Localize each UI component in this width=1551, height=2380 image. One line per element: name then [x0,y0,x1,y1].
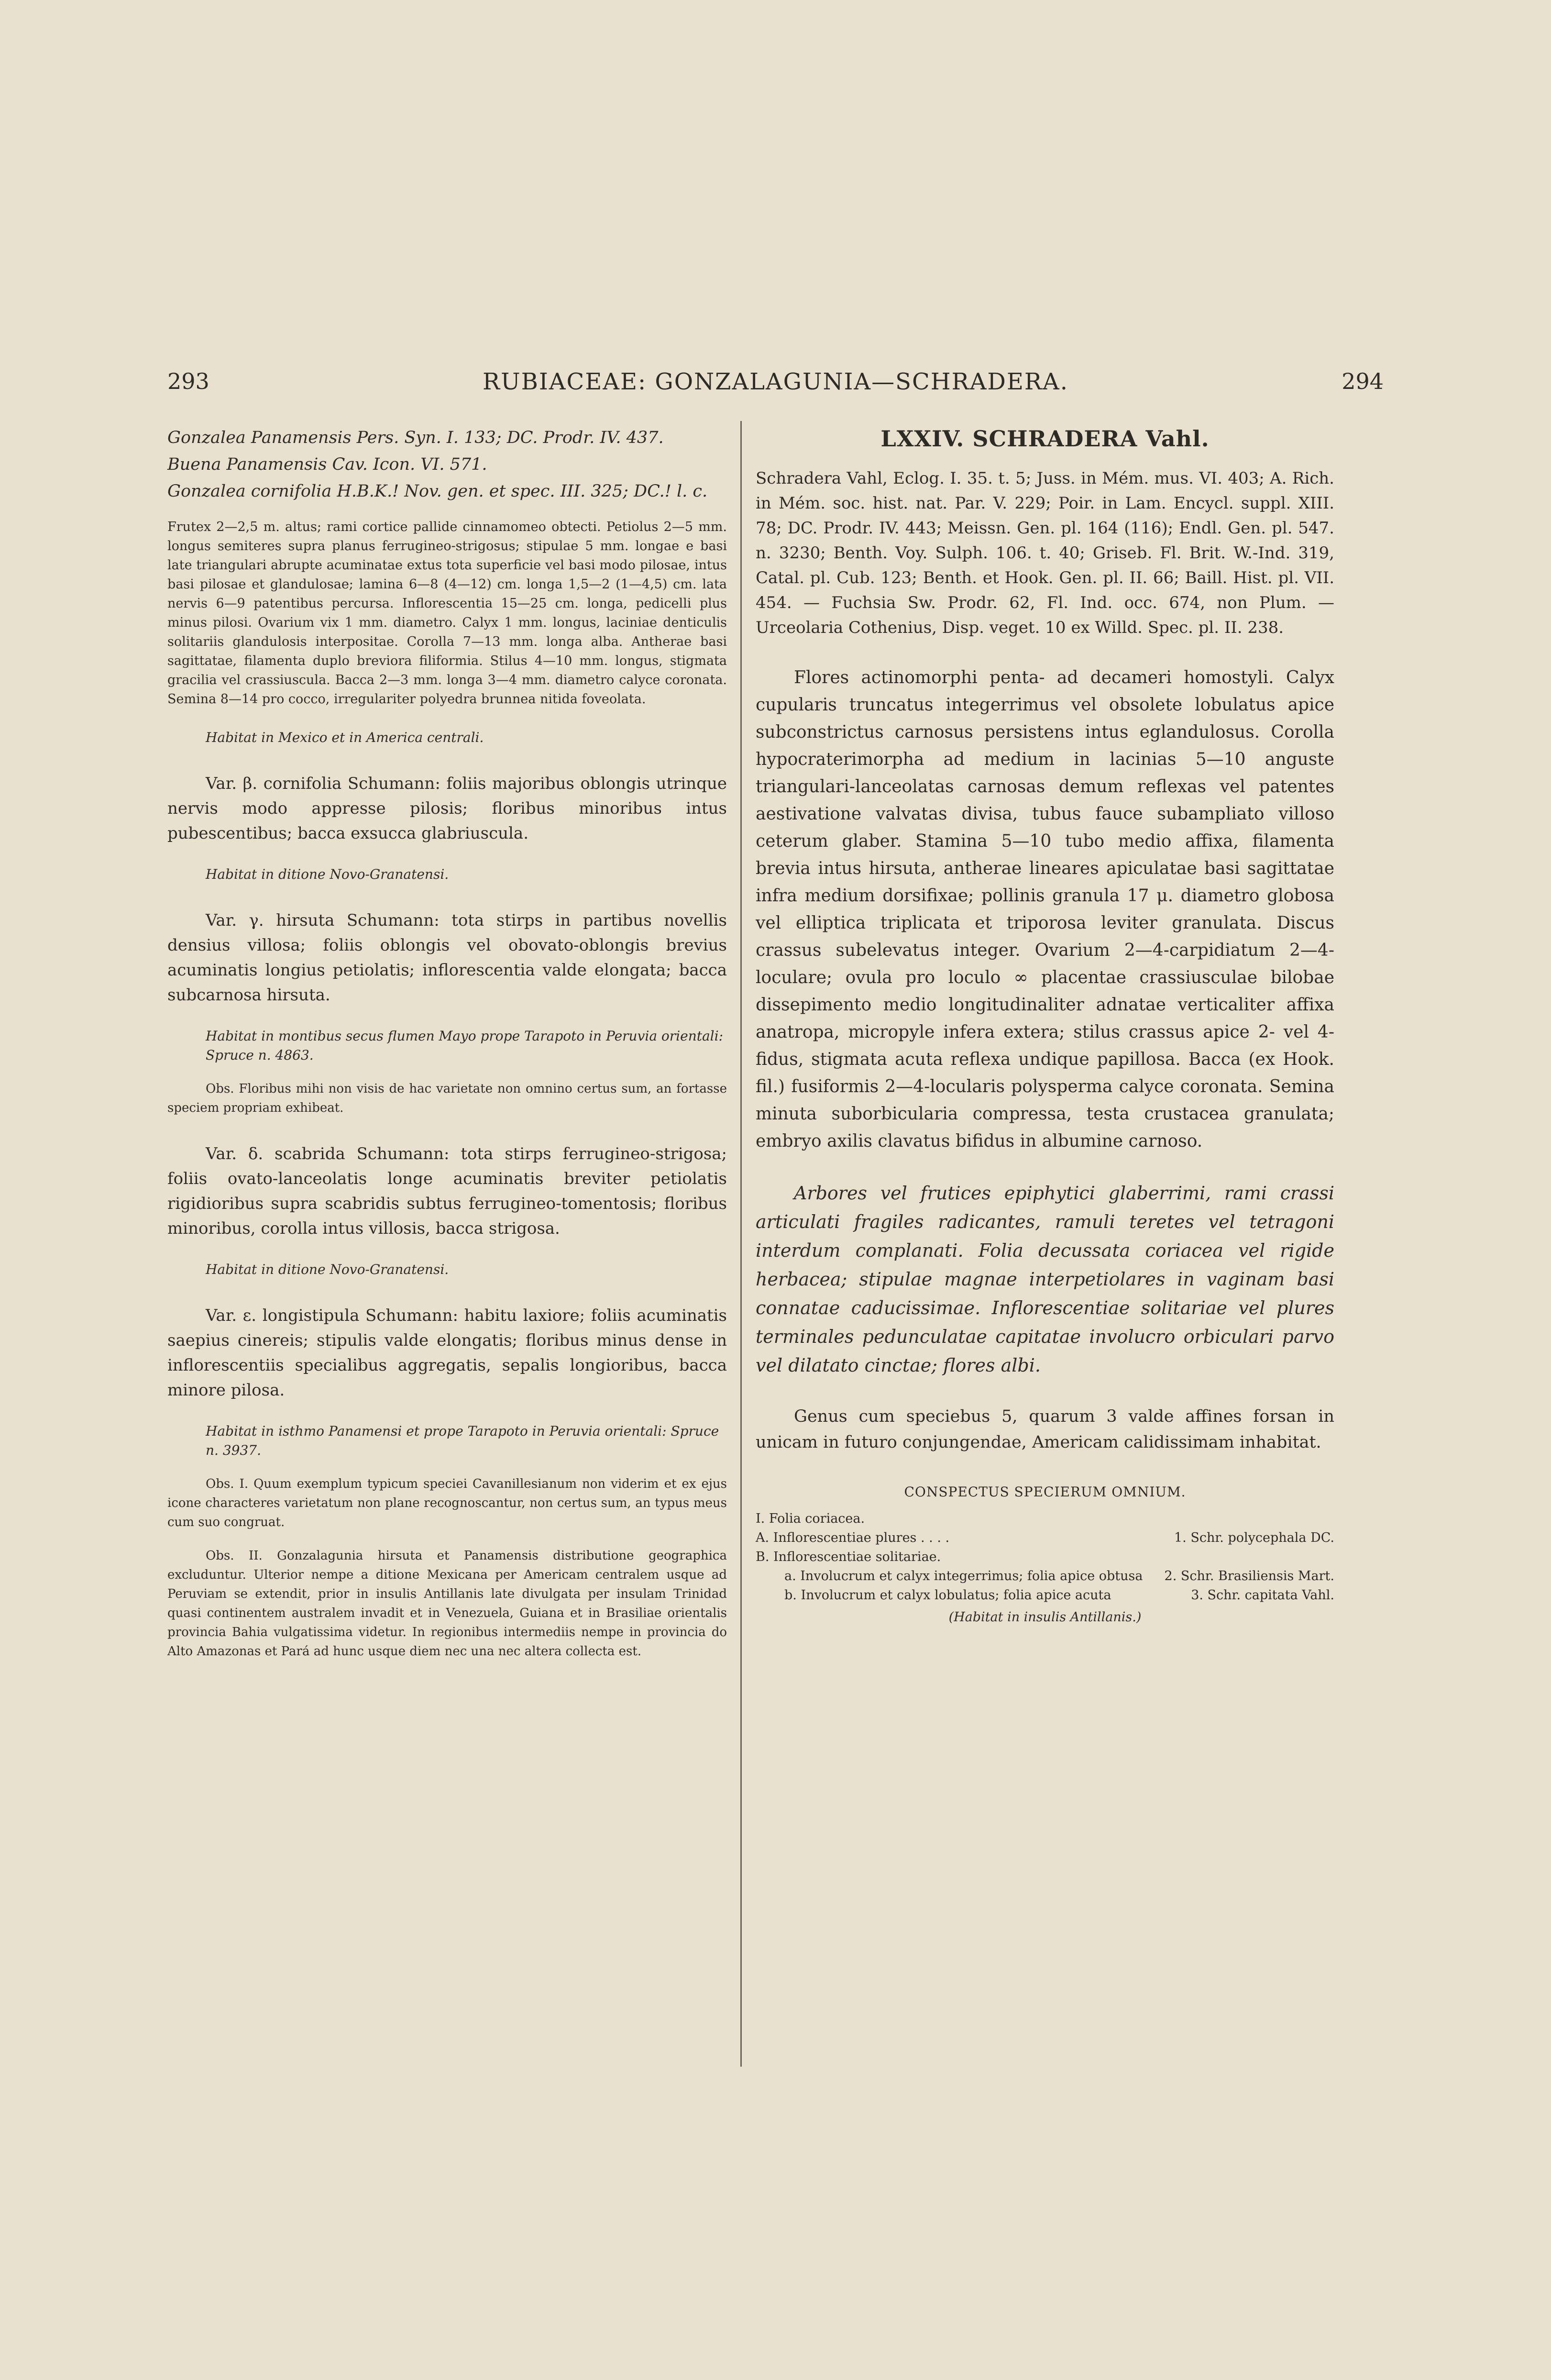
species-description: Frutex 2—2,5 m. altus; rami cortice pallide cinnamomeo obtecti. Petiolus 2—5 mm. longus semiteres supra planus ferrugineo-strigosus; stipulae 5 mm. longae e basi late triangulari abrupte acuminatae extus tota superficie vel basi modo pilosae, intus basi pilosae et glandulosae; lamina 6—8 (4—12) cm. longa 1,5—2 (1—4,5) cm. lata nervis 6—9 patentibus percursa. Inflorescentia 15—25 cm. longa, pedicelli plus minus pilosi. Ovarium vix 1 mm. diametro. Calyx 1 mm. longus, laciniae denticulis solitariis glandulosis interpositae. Corolla 7—13 mm. longa alba. Antherae basi sagittatae, filamenta duplo breviora filiformia. Stilus 4—10 mm. longus, stigmata gracilia vel crassiuscula. Bacca 2—3 mm. longa 3—4 mm. diametro calyce coronata. Semina 8—14 pro cocco, irregulariter polyedra brunnea nitida foveolata. [167,520,727,707]
habitat-note: Habitat in ditione Novo-Granatensi. [206,866,449,882]
left-column [167,426,727,1661]
genus-heading: LXXIV. SCHRADERA Vahl. [880,426,1210,452]
key-species: 2. Schr. Brasiliensis Mart. [1164,1569,1334,1583]
synonym-line: Gonzalea Panamensis Pers. Syn. I. 133; DC. Prodr. IV. 437. [167,428,664,447]
synonym-line: Buena Panamensis Cav. Icon. VI. 571. [167,455,487,474]
page-header [167,368,1384,407]
right-column [756,426,1334,1627]
variety-beta: Var. β. cornifolia Schumann: foliis majoribus oblongis utrinque nervis modo appresse pilosis; floribus minoribus intus pubescentibus; bacca exsucca glabriuscula. [167,774,727,843]
page-number-left: 293 [167,368,209,394]
observation-note: Obs. II. Gonzalagunia hirsuta et Panamensis distributione geographica excluduntur. Ulterior nempe a ditione Mexicana per Americam centralem usque ad Peruviam se extendit, prior in insulis Antillanis late divulgata per insulam Trinidad quasi continentem australem invadit et in Venezuela, Guiana et in Brasiliae orientalis provincia Bahia vulgatissima videtur. In regionibus intermediis nempe in provincia do Alto Amazonas et Pará ad hunc usque diem nec una nec altera collecta est. [167,1549,727,1659]
genus-note: Genus cum speciebus 5, quarum 3 valde affines forsan in unicam in futuro conjungendae, Americam calidissimam inhabitat. [756,1407,1334,1452]
observation-note: Obs. Floribus mihi non visis de hac varietate non omnino certus sum, an fortasse speciem propriam exhibeat. [167,1082,727,1115]
variety-gamma: Var. γ. hirsuta Schumann: tota stirps in partibus novellis densius villosa; foliis oblongis vel obovato-oblongis brevius acuminatis longius petiolatis; inflorescentia valde elongata; bacca subcarnosa hirsuta. [167,911,727,1005]
variety-delta: Var. δ. scabrida Schumann: tota stirps ferrugineo-strigosa; foliis ovato-lanceolatis longe acuminatis breviter petiolatis rigidioribus supra scabridis subtus ferrugineo-tomentosis; floribus minoribus, corolla intus villosis, bacca strigosa. [167,1144,727,1238]
page-number-right: 294 [1342,368,1384,394]
key-line [756,1528,1334,1548]
variety-epsilon: Var. ε. longistipula Schumann: habitu laxiore; foliis acuminatis saepius cinereis; stipulis valde elongatis; floribus minus dense in inflorescentiis specialibus aggregatis, sepalis longioribus, bacca minore pilosa. [167,1306,727,1400]
habitat-note: Habitat in montibus secus flumen Mayo prope Tarapoto in Peruvia orientali: Spruce n. 4863. [206,1028,724,1063]
key-habitat: (Habitat in insulis Antillanis.) [948,1610,1142,1625]
key-species: 1. Schr. polycephala DC. [1174,1530,1334,1545]
conspectus-title: CONSPECTUS SPECIERUM OMNIUM. [904,1484,1186,1500]
genus-habit: Arbores vel frutices epiphytici glaberrimi, rami crassi articulati fragiles radicantes, ramuli teretes vel tetragoni interdum complanati. Folia decussata coriacea vel rigide herbacea; stipulae magnae interpetiolares in vaginam basi connatae caducissimae. Inflorescentiae solitariae vel plures terminales pedunculatae capitatae involucro orbiculari parvo vel dilatato cinctae; flores albi. [756,1183,1334,1376]
column-divider [740,421,742,2067]
running-title: RUBIACEAE: GONZALAGUNIA—SCHRADERA. [483,368,1068,395]
conspectus-key [756,1509,1334,1627]
habitat-note: Habitat in Mexico et in America centrali. [206,730,484,745]
key-line: I. Folia coriacea. [756,1511,865,1526]
synonym-line: Gonzalea cornifolia H.B.K.! Nov. gen. et spec. III. 325; DC.! l. c. [167,482,708,501]
habitat-note: Habitat in isthmo Panamensi et prope Tarapoto in Peruvia orientali: Spruce n. 3937. [206,1423,719,1458]
key-species: 3. Schr. capitata Vahl. [1191,1588,1334,1603]
key-text: A. Inflorescentiae plures . . . . [756,1530,950,1545]
key-line: B. Inflorescentiae solitariae. [756,1550,941,1564]
observation-note: Obs. I. Quum exemplum typicum speciei Cavanillesianum non viderim et ex ejus icone characteres varietatum non plane recognoscantur, non certus sum, an typus meus cum suo congruat. [167,1477,727,1529]
key-text: b. Involucrum et calyx lobulatus; folia apice acuta [784,1588,1111,1603]
habitat-note: Habitat in ditione Novo-Granatensi. [206,1262,449,1277]
key-line [756,1567,1334,1586]
key-line [756,1586,1334,1605]
genus-synonymy: Schradera Vahl, Eclog. I. 35. t. 5; Juss. in Mém. mus. VI. 403; A. Rich. in Mém. soc. hist. nat. Par. V. 229; Poir. in Lam. Encycl. suppl. XIII. 78; DC. Prodr. IV. 443; Meissn. Gen. pl. 164 (116); Endl. Gen. pl. 547. n. 3230; Benth. Voy. Sulph. 106. t. 40; Griseb. Fl. Brit. W.-Ind. 319, Catal. pl. Cub. 123; Benth. et Hook. Gen. pl. II. 66; Baill. Hist. pl. VII. 454. — Fuchsia Sw. Prodr. 62, Fl. Ind. occ. 674, non Plum. — Urceolaria Cothenius, Disp. veget. 10 ex Willd. Spec. pl. II. 238. [756,469,1334,637]
key-text: a. Involucrum et calyx integerrimus; folia apice obtusa [784,1569,1143,1583]
genus-description: Flores actinomorphi penta- ad decameri homostyli. Calyx cupularis truncatus integerrimus vel obsolete lobulatus apice subconstrictus carnosus persistens intus eglandulosus. Corolla hypocraterimorpha ad medium in lacinias 5—10 anguste triangulari-lanceolatas carnosas demum reflexas vel patentes aestivatione valvatas divisa, tubus fauce subampliato villoso ceterum glaber. Stamina 5—10 tubo medio affixa, filamenta brevia intus hirsuta, antherae lineares apiculatae basi sagittatae infra medium dorsifixae; pollinis granula 17 μ. diametro globosa vel elliptica triplicata et triporosa leviter granulata. Discus crassus subelevatus integer. Ovarium 2—4-carpidiatum 2—4-loculare; ovula pro loculo ∞ placentae crassiusculae bilobae dissepimento medio longitudinaliter adnatae verticaliter affixa anatropa, micropyle infera extera; stilus crassus apice 2- vel 4-fidus, stigmata acuta reflexa undique papillosa. Bacca (ex Hook. fil.) fusiformis 2—4-locularis polysperma calyce coronata. Semina minuta suborbicularia compressa, testa crustacea granulata; embryo axilis clavatus bifidus in albumine carnoso. [756,668,1334,1151]
